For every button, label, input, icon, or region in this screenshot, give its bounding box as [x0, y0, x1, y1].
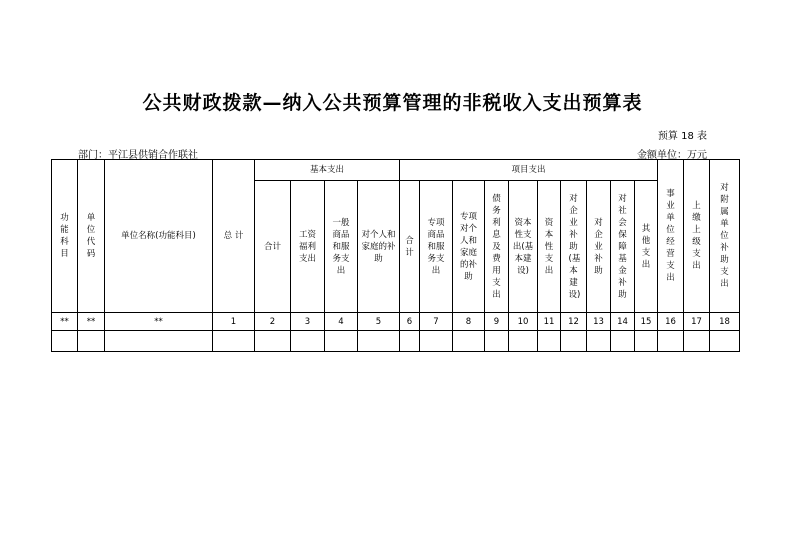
header-proj-personal: 专项对个人和家庭的补助	[453, 181, 485, 313]
table-cell	[453, 331, 485, 352]
table-cell: 15	[635, 313, 658, 331]
table-cell	[105, 331, 213, 352]
table-cell	[611, 331, 635, 352]
table-cell	[509, 331, 538, 352]
table-cell	[358, 331, 400, 352]
table-cell: 2	[255, 313, 291, 331]
header-social: 对社会保障基金补助	[611, 181, 635, 313]
header-biz-unit: 事业单位经营支出	[658, 160, 684, 313]
table-cell: 5	[358, 313, 400, 331]
header-goods: 一般商品和服务支出	[325, 181, 358, 313]
table-cell: 12	[561, 313, 587, 331]
header-other: 其他支出	[635, 181, 658, 313]
table-cell: 9	[485, 313, 509, 331]
table-cell: 13	[587, 313, 611, 331]
table-cell	[400, 331, 420, 352]
header-proj-sum: 合计	[400, 181, 420, 313]
table-cell: 8	[453, 313, 485, 331]
table-row	[52, 313, 740, 331]
table-cell	[291, 331, 325, 352]
header-total: 总 计	[213, 160, 255, 313]
header-upper: 上缴上级支出	[684, 160, 710, 313]
form-number: 预算 18 表	[657, 131, 707, 142]
amount-unit-label: 金额单位：万元	[637, 150, 707, 161]
table-cell	[561, 331, 587, 352]
table-cell	[710, 331, 740, 352]
table-cell	[587, 331, 611, 352]
department-label: 部门：平江县供销合作联社	[78, 150, 198, 161]
header-wage: 工资福利支出	[291, 181, 325, 313]
header-debt: 债务利息及费用支出	[485, 181, 509, 313]
table-cell	[213, 331, 255, 352]
header-affiliated: 对附属单位补助支出	[710, 160, 740, 313]
table-cell: 18	[710, 313, 740, 331]
table-cell	[420, 331, 453, 352]
table-cell	[52, 331, 78, 352]
header-enterprise-build: 对企业补助(基本建设)	[561, 181, 587, 313]
header-unit-code: 单位代码	[78, 160, 105, 313]
table-cell	[658, 331, 684, 352]
header-personal: 对个人和家庭的补助	[358, 181, 400, 313]
header-proj-goods: 专项商品和服务支出	[420, 181, 453, 313]
header-unit-name: 单位名称(功能科目)	[105, 160, 213, 313]
header-project: 项目支出	[400, 160, 658, 181]
table-cell: **	[78, 313, 105, 331]
table-cell	[635, 331, 658, 352]
table-cell	[255, 331, 291, 352]
table-cell	[485, 331, 509, 352]
table-cell: **	[52, 313, 78, 331]
table-cell: 7	[420, 313, 453, 331]
table-cell	[325, 331, 358, 352]
header-capital: 资本性支出	[538, 181, 561, 313]
header-func-subject: 功能科目	[52, 160, 78, 313]
table-cell: 11	[538, 313, 561, 331]
budget-table	[51, 159, 740, 352]
table-cell: 14	[611, 313, 635, 331]
table-cell: 4	[325, 313, 358, 331]
page-title: 公共财政拨款—纳入公共预算管理的非税收入支出预算表	[142, 92, 643, 114]
table-cell	[78, 331, 105, 352]
table-cell: 10	[509, 313, 538, 331]
header-capital-build: 资本性支出(基本建设)	[509, 181, 538, 313]
table-cell: 1	[213, 313, 255, 331]
header-basic-sum: 合计	[255, 181, 291, 313]
table-cell: 16	[658, 313, 684, 331]
header-enterprise: 对企业补助	[587, 181, 611, 313]
table-row	[52, 331, 740, 352]
table-cell: 3	[291, 313, 325, 331]
table-cell	[684, 331, 710, 352]
header-basic: 基本支出	[255, 160, 400, 181]
table-cell: **	[105, 313, 213, 331]
table-cell	[538, 331, 561, 352]
table-cell: 17	[684, 313, 710, 331]
table-cell: 6	[400, 313, 420, 331]
